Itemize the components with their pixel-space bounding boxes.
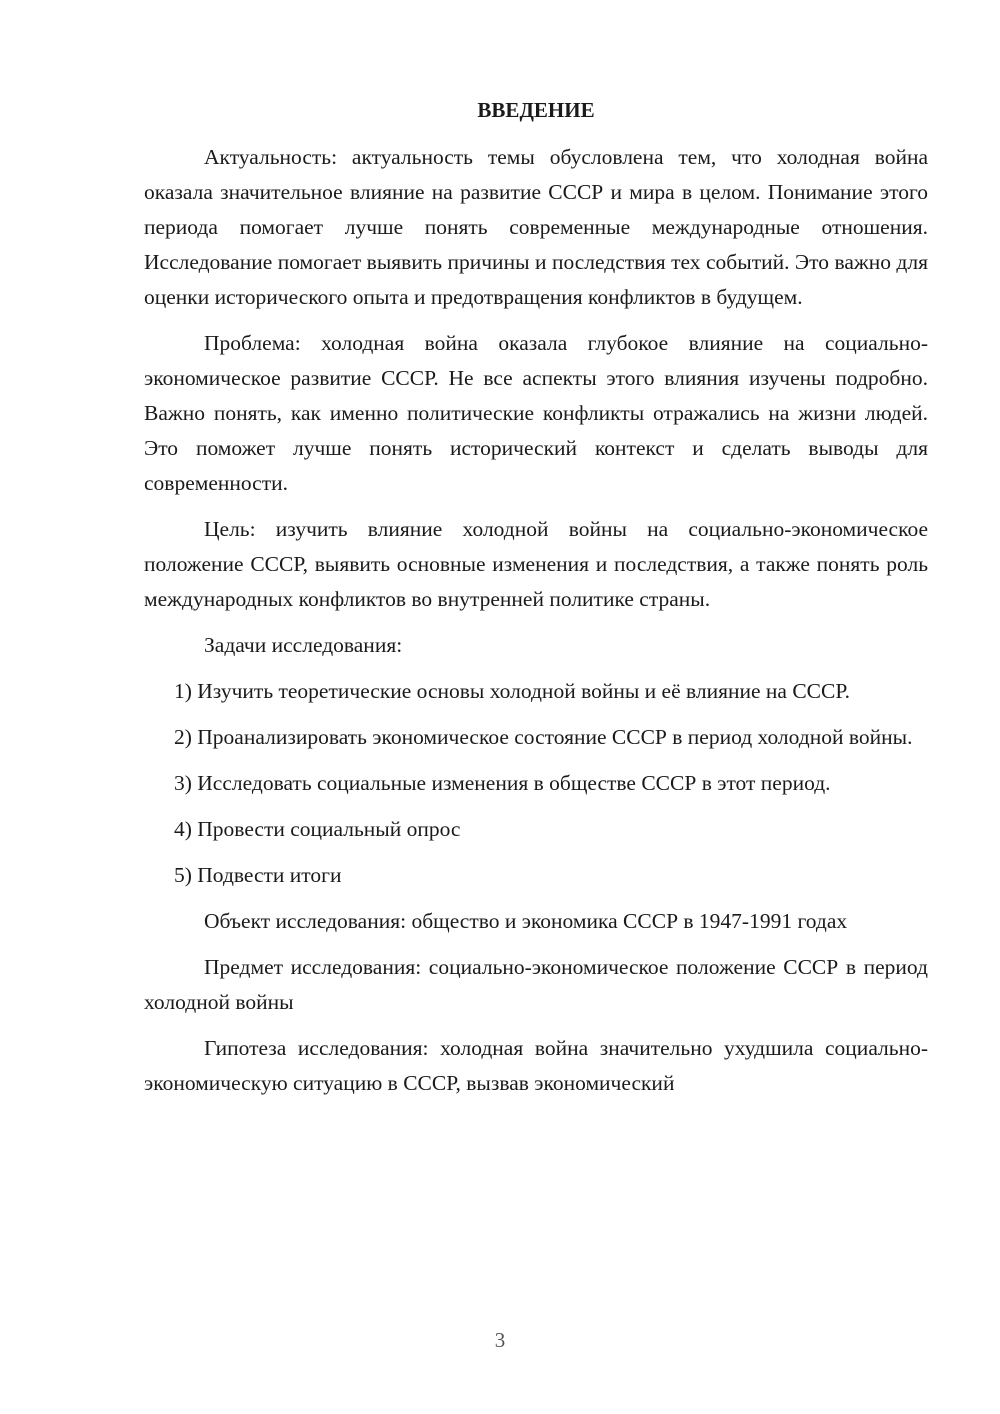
page-number: 3 bbox=[494, 1328, 506, 1352]
problem-paragraph: Проблема: холодная война оказала глубокое влияние на социально-экономическое развитие СССР. Не все аспекты этого влияния изучены подробно. Важно понять, как именно политические конфликты отражались на жизни людей. Это поможет лучше понять исторический контекст и сделать выводы для современности. bbox=[144, 331, 928, 495]
subject-paragraph: Предмет исследования: социально-экономическое положение СССР в период холодной войны bbox=[144, 955, 928, 1014]
goal-paragraph: Цель: изучить влияние холодной войны на социально-экономическое положение СССР, выявить основные изменения и последствия, а также понять роль международных конфликтов во внутренней политике страны. bbox=[144, 517, 928, 611]
task-item-3: 3) Исследовать социальные изменения в обществе СССР в этот период. bbox=[174, 771, 831, 795]
task-item-2: 2) Проанализировать экономическое состояние СССР в период холодной войны. bbox=[174, 725, 913, 749]
task-item-1: 1) Изучить теоретические основы холодной войны и её влияние на СССР. bbox=[174, 679, 851, 703]
object-paragraph: Объект исследования: общество и экономика СССР в 1947-1991 годах bbox=[204, 909, 848, 933]
section-heading: ВВЕДЕНИЕ bbox=[477, 98, 595, 122]
relevance-paragraph: Актуальность: актуальность темы обусловлена тем, что холодная война оказала значительное влияние на развитие СССР и мира в целом. Понимание этого периода помогает лучше понять современные международные отношения. Исследование помогает выявить причины и последствия тех событий. Это важно для оценки исторического опыта и предотвращения конфликтов в будущем. bbox=[144, 145, 928, 309]
tasks-title: Задачи исследования: bbox=[204, 633, 403, 657]
document-page bbox=[144, 92, 928, 1112]
task-item-5: 5) Подвести итоги bbox=[174, 863, 342, 887]
hypothesis-paragraph: Гипотеза исследования: холодная война значительно ухудшила социально-экономическую ситуацию в СССР, вызвав экономический bbox=[144, 1036, 928, 1095]
task-item-4: 4) Провести социальный опрос bbox=[174, 817, 461, 841]
